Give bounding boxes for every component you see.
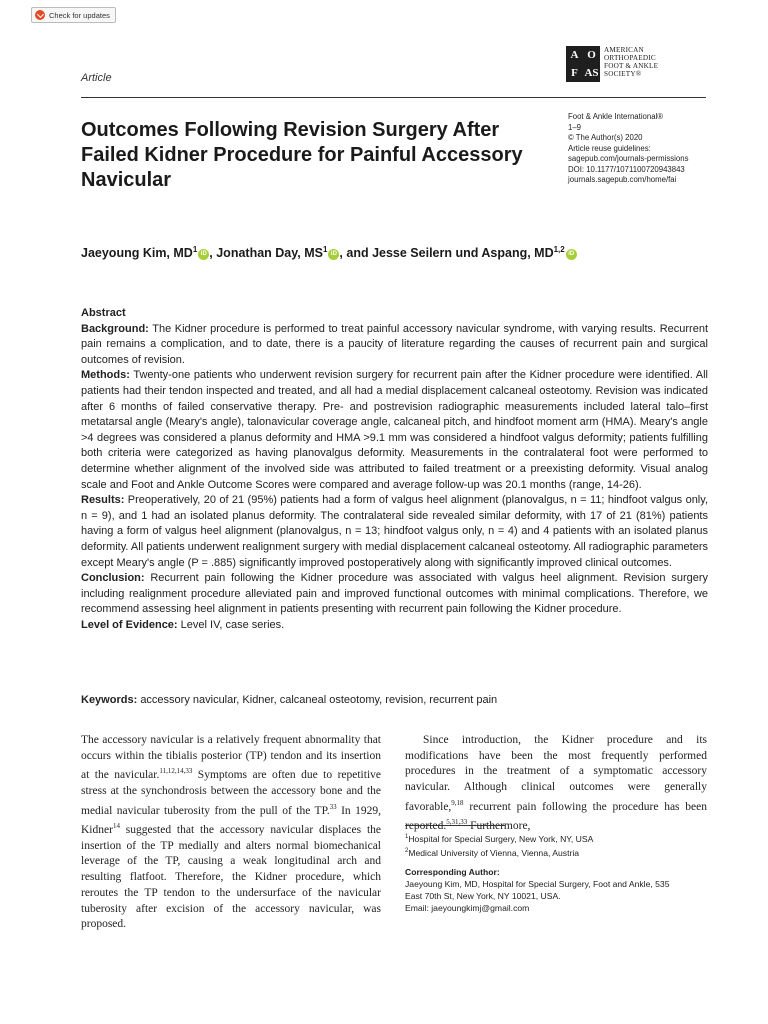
section-label: Methods: <box>81 369 130 382</box>
section-text: Level IV, case series. <box>180 618 285 631</box>
section-label: Background: <box>81 322 149 335</box>
logo-letter: A <box>570 49 579 61</box>
page-range: 1–9 <box>568 122 582 132</box>
check-for-updates-button[interactable] <box>31 7 116 23</box>
section-text: Preoperatively, 20 of 21 (95%) patients had a form of valgus heel alignment (planovalgus, n = 11; hindfoot valgus only, n = 9), and 1 had an isolated planus deformity. The contralateral side revealed similar deformity, with 17 of 21 (81%) patients having a form of valgus heel alignment (planovalgus, n = 13; hindfoot valgus only, n = 4) and 4 patients with an isolated planus deformity. All patients underwent realignment surgery with medial displacement calcaneal osteotomy. All radiographic parameters except Meary's angle (P = .885) significantly improved postoperatively along with significantly improved clinical outcomes. <box>81 494 708 569</box>
affiliation-text: Medical University of Vienna, Vienna, Austria <box>408 847 580 858</box>
permissions-link[interactable]: sagepub.com/journals-permissions <box>568 154 689 163</box>
article-title: Outcomes Following Revision Surgery After Failed Kidner Procedure for Painful Accessory Navicular <box>81 119 523 191</box>
journal-logo <box>566 46 658 82</box>
body-column-left <box>81 733 381 933</box>
author-name: Jonathan Day, MS <box>216 246 323 261</box>
corresponding-author-line: East 70th St, New York, NY 10021, USA. <box>405 890 561 901</box>
body-text: In 1929, Kidner <box>81 804 381 836</box>
orcid-icon[interactable]: iD <box>566 249 577 260</box>
section-text: Twenty-one patients who underwent revision surgery for recurrent pain after the Kidner procedure were identified. All patients had their tendon inspected and treated, and all had a medial displacement calcaneal osteotomy. Revision was indicated after 6 months of failed conservative therapy. Pre- and postrevision radiographic measurements included lateral talo–first metatarsal angle (Meary's angle), talonavicular coverage angle, calcaneal pitch, and hindfoot moment arm (HMA). Meary's angle >4 degrees was considered a planus deformity and HMA >9.1 mm was considered a hindfoot valgus deformity; patients fulfilling both criteria were categorized as having planovalgus deformity. Measurements in the contralateral foot were performed to determine whether alignment of the involved side was attributed to failed treatment or a preexisting deformity. Visual analog scale and Foot and Ankle Outcome Scores were compared and average follow-up was 20.1 months (range, 14-26). <box>81 369 709 491</box>
reuse-guidelines-label: Article reuse guidelines: <box>568 143 651 153</box>
section-label: Level of Evidence: <box>81 618 178 631</box>
author-name: Jesse Seilern und Aspang, MD <box>372 246 554 261</box>
author-separator: , <box>209 246 217 261</box>
orcid-icon[interactable]: iD <box>198 249 209 260</box>
logo-society-name <box>604 46 658 78</box>
body-column-right <box>405 733 707 835</box>
logo-line: SOCIETY® <box>604 70 642 78</box>
doi[interactable]: DOI: 10.1177/1071100720943843 <box>568 164 685 174</box>
author-name: Jaeyoung Kim, MD <box>81 246 193 261</box>
abstract-conclusion <box>81 571 708 618</box>
citation[interactable]: 9,18 <box>451 798 464 807</box>
copyright: © The Author(s) 2020 <box>568 133 643 142</box>
affiliation-number: 1 <box>405 834 409 840</box>
abstract-methods <box>81 368 708 493</box>
abstract-results <box>81 493 708 571</box>
section-text: Recurrent pain following the Kidner procedure was associated with valgus heel alignment. Revision surgery including realignment procedure alleviated pain and improved functional outcomes with minimal complications. Therefore, we recommend assessing heel alignment in patients presenting with recurrent pain following the Kidner procedure. <box>81 572 709 616</box>
citation[interactable]: 14 <box>112 822 120 831</box>
logo-letter: AS <box>584 67 599 79</box>
corresponding-author-email[interactable]: Email: jaeyoungkimj@gmail.com <box>405 902 530 913</box>
section-label: Conclusion: <box>81 572 145 585</box>
body-text: suggested that the accessory navicular displaces the insertion of the TP medially and alters normal biomechanical leverage of the TP, causing a weak longitudinal arch and resulting flatfoot. Therefore, the Kidner procedure, which reroutes the TP tendon to the undersurface of the navicular tuberosity after excision of the accessory navicular, was proposed. <box>81 824 381 931</box>
body-text: Symptoms are often due to repetitive stress at the synchondrosis between the accessory bone and the medial navicular tuberosity from the pull of the TP. <box>81 769 381 817</box>
citation[interactable]: 33 <box>329 802 337 811</box>
footnote-rule <box>405 825 505 826</box>
check-for-updates-label: Check for updates <box>49 10 110 20</box>
affiliation-note <box>405 831 707 845</box>
affiliation-note <box>405 845 707 859</box>
abstract-heading: Abstract <box>81 307 126 319</box>
section-label: Results: <box>81 494 125 507</box>
abstract <box>81 306 708 633</box>
section-text: The Kidner procedure is performed to treat painful accessory navicular syndrome, with varying results. Recurrent pain remains a complication, and to date, there is a paucity of literature regarding the causes of recurrent pain and surgical outcomes of revision. <box>81 322 708 366</box>
logo-line: FOOT & ANKLE <box>604 62 659 70</box>
affiliation-text: Hospital for Special Surgery, New York, NY, USA <box>408 833 594 844</box>
footnotes <box>405 831 707 914</box>
corresponding-author-line: Jaeyoung Kim, MD, Hospital for Special Surgery, Foot and Ankle, 535 <box>405 878 670 889</box>
body-text: The accessory navicular is a relatively frequent abnormality that occurs within the tibialis posterior (TP) tendon and its insertion at the navicular. <box>81 734 381 782</box>
author-affiliation: 1,2 <box>553 245 565 254</box>
logo-line: AMERICAN <box>604 46 644 54</box>
keywords <box>81 694 708 706</box>
keywords-label: Keywords: <box>81 694 138 706</box>
body-text: recurrent pain following the procedure has been reported. <box>405 800 707 833</box>
abstract-background <box>81 322 708 369</box>
abstract-level-of-evidence <box>81 618 708 634</box>
body-text: Since introduction, the Kidner procedure and its modifications have been the most frequently performed procedures in the treatment of a symptomatic accessory navicular. Although clinical outcomes were generally favorable, <box>405 734 707 813</box>
author-separator: , and <box>339 246 373 261</box>
logo-letter: F <box>571 67 578 79</box>
header-rule <box>81 97 706 98</box>
citation[interactable]: 5,31,33 <box>446 818 468 827</box>
author-affiliation: 1 <box>322 245 328 254</box>
logo-letter: O <box>587 49 596 61</box>
corresponding-author-heading: Corresponding Author: <box>405 866 500 877</box>
journal-info <box>568 112 738 186</box>
affiliation-number: 2 <box>405 847 409 854</box>
journal-home-link[interactable]: journals.sagepub.com/home/fai <box>568 175 677 184</box>
orcid-icon[interactable]: iD <box>328 249 339 260</box>
logo-mark <box>566 46 600 82</box>
keywords-text: accessory navicular, Kidner, calcaneal osteotomy, revision, recurrent pain <box>140 694 498 706</box>
article-type-label: Article <box>81 72 112 84</box>
crossmark-icon <box>35 10 45 20</box>
body-text: Furthermore, <box>467 820 531 833</box>
logo-line: ORTHOPAEDIC <box>604 54 656 62</box>
author-affiliation: 1 <box>192 245 198 254</box>
citation[interactable]: 11,12,14,33 <box>159 767 193 776</box>
author-list <box>81 245 711 260</box>
journal-name: Foot & Ankle International® <box>568 112 664 121</box>
